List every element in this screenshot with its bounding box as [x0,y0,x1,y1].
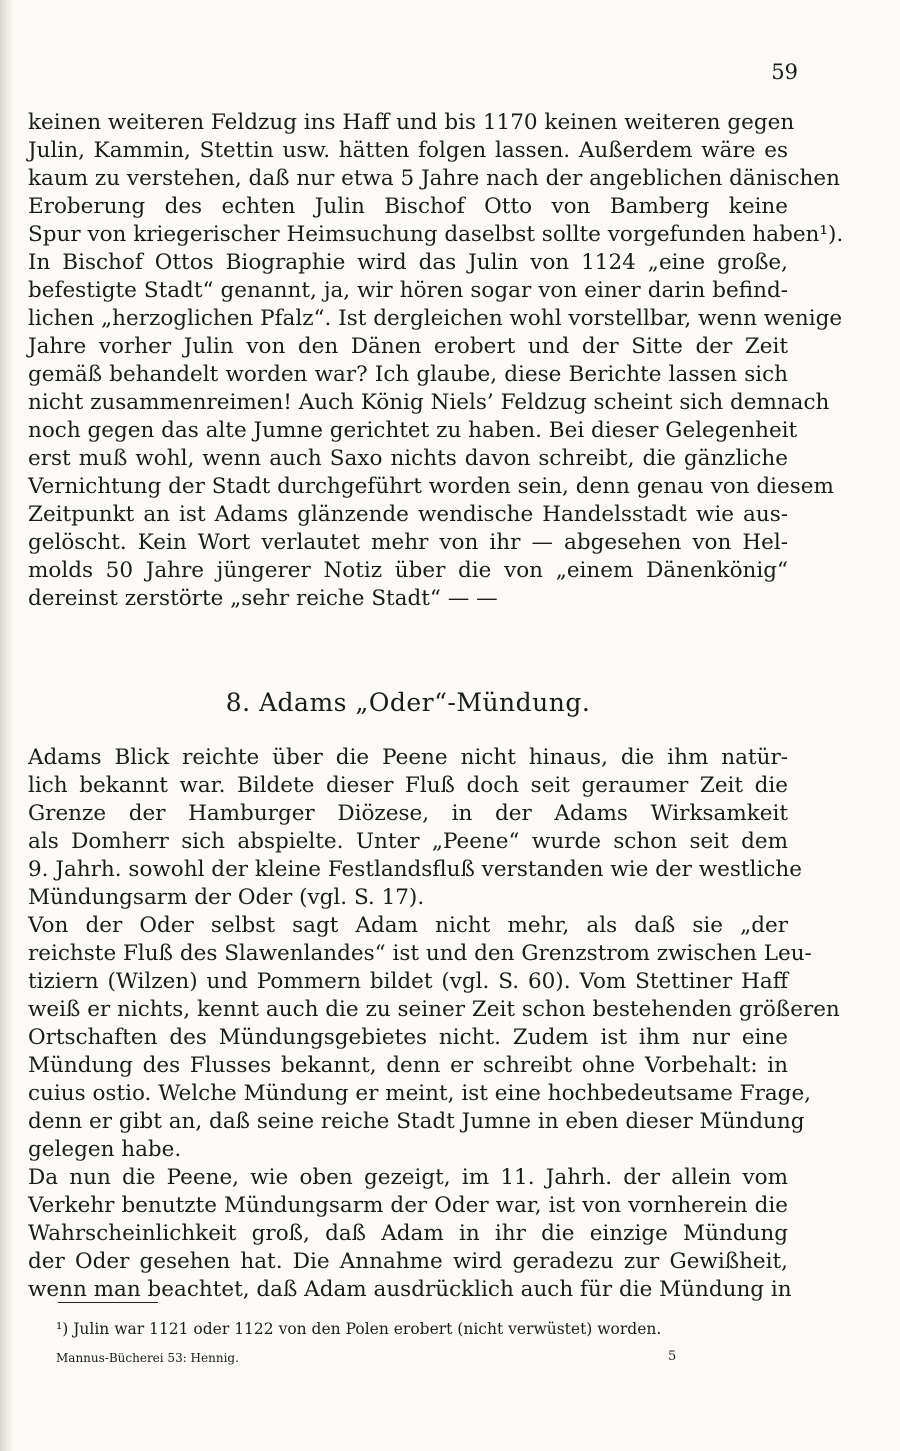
text-line: Ortschaften des Mündungsgebietes nicht. Zudem ist ihm nur eine [28,1025,788,1050]
text-line: Verkehr benutzte Mündungsarm der Oder war, ist von vornherein die [28,1193,788,1218]
text-line: lichen „herzoglichen Pfalz“. Ist dergleichen wohl vorstellbar, wenn wenige [28,306,843,331]
text-line: gemäß behandelt worden war? Ich glaube, diese Berichte lassen sich [28,362,788,387]
section-heading: 8. Adams „Oder“-Mündung. [225,688,591,717]
text-line: Jahre vorher Julin von den Dänen erobert und der Sitte der Zeit [28,334,788,359]
text-line: reichste Fluß des Slawenlandes“ ist und den Grenzstrom zwischen Leu- [28,941,812,966]
text-line: denn er gibt an, daß seine reiche Stadt Jumne in eben dieser Mündung [28,1109,805,1134]
footnote: ¹) Julin war 1121 oder 1122 von den Polen erobert (nicht verwüstet) worden. [56,1320,662,1338]
text-line: gelöscht. Kein Wort verlautet mehr von ihr — abgesehen von Hel- [28,530,788,555]
text-line: der Oder gesehen hat. Die Annahme wird geradezu zur Gewißheit, [28,1249,788,1274]
text-line: Mündung des Flusses bekannt, denn er schreibt ohne Vorbehalt: in [28,1053,788,1078]
text-line: weiß er nichts, kennt auch die zu seiner Zeit schon bestehenden größeren [28,997,840,1022]
text-line: dereinst zerstörte „sehr reiche Stadt“ — — [28,586,498,611]
text-line: tiziern (Wilzen) und Pommern bildet (vgl. S. 60). Vom Stettiner Haff [28,969,788,994]
text-line: Julin, Kammin, Stettin usw. hätten folgen lassen. Außerdem wäre es [28,138,788,163]
text-line: keinen weiteren Feldzug ins Haff und bis 1170 keinen weiteren gegen [28,110,795,135]
text-line: In Bischof Ottos Biographie wird das Julin von 1124 „eine große, [28,250,788,275]
text-line: befestigte Stadt“ genannt, ja, wir hören sogar von einer darin befind- [28,278,788,303]
text-line: Von der Oder selbst sagt Adam nicht mehr, als daß sie „der [28,913,788,938]
text-line: wenn man beachtet, daß Adam ausdrücklich auch für die Mündung in [28,1277,792,1302]
book-gutter-shadow [0,0,14,1451]
publisher-line: Mannus-Bücherei 53: Hennig. [56,1351,239,1365]
text-line: Vernichtung der Stadt durchgeführt worden sein, denn genau von diesem [28,474,834,499]
text-line: Adams Blick reichte über die Peene nicht hinaus, die ihm natür- [28,745,788,770]
page-number: 59 [771,60,798,84]
text-line: gelegen habe. [28,1137,182,1162]
text-line: molds 50 Jahre jüngerer Notiz über die von „einem Dänenkönig“ [28,558,788,583]
text-line: Spur von kriegerischer Heimsuchung daselbst sollte vorgefunden haben¹). [28,222,844,247]
text-line: als Domherr sich abspielte. Unter „Peene“ wurde schon seit dem [28,829,788,854]
text-line: Da nun die Peene, wie oben gezeigt, im 11. Jahrh. der allein vom [28,1165,788,1190]
text-line: cuius ostio. Welche Mündung er meint, ist eine hochbedeutsame Frage, [28,1081,811,1106]
text-line: Zeitpunkt an ist Adams glänzende wendische Handelsstadt wie aus- [28,502,788,527]
signature-mark: 5 [668,1349,677,1364]
text-line: Grenze der Hamburger Diözese, in der Adams Wirksamkeit [28,801,788,826]
text-line: 9. Jahrh. sowohl der kleine Festlandsfluß verstanden wie der westliche [28,857,802,882]
text-line: nicht zusammenreimen! Auch König Niels’ Feldzug scheint sich demnach [28,390,830,415]
text-line: lich bekannt war. Bildete dieser Fluß doch seit geraumer Zeit die [28,773,788,798]
text-line: erst muß wohl, wenn auch Saxo nichts davon schreibt, die gänzliche [28,446,788,471]
footnote-rule [58,1302,158,1303]
text-line: Wahrscheinlichkeit groß, daß Adam in ihr die einzige Mündung [28,1221,788,1246]
text-line: kaum zu verstehen, daß nur etwa 5 Jahre nach der angeblichen dänischen [28,166,840,191]
text-line: Eroberung des echten Julin Bischof Otto von Bamberg keine [28,194,788,219]
text-line: Mündungsarm der Oder (vgl. S. 17). [28,885,425,910]
text-line: noch gegen das alte Jumne gerichtet zu haben. Bei dieser Gelegenheit [28,418,798,443]
